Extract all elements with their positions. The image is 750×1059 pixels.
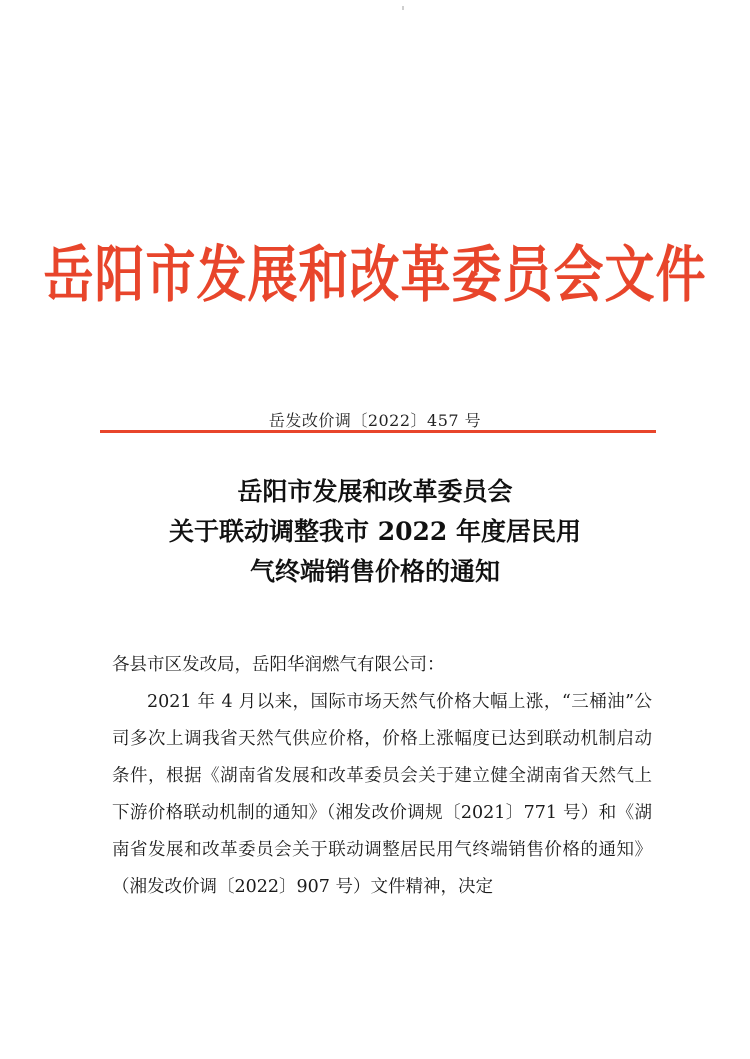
title-line-3: 气终端销售价格的通知 (249, 557, 500, 586)
paragraph-1: 2021 年 4 月以来，国际市场天然气价格大幅上涨，“三桶油”公司多次上调我省天然气供应价格，价格上涨幅度已达到联动机制启动条件，根据《湖南省发展和改革委员会关于建立健全湖南省天然气上下游价格联动机制的通知》（湘发改价调规〔2021〕771 号）和《湖南省发展和改革委员会关于联动调整居民用气终端销售价格的通知》（湘发改价调〔2022〕907 号）文件精神，决定 (112, 692, 652, 897)
title-line-1: 岳阳市发展和改革委员会 (237, 477, 513, 506)
salutation: 各县市区发改局，岳阳华润燃气有限公司： (112, 655, 445, 675)
scan-speck (402, 6, 404, 10)
document-masthead: 岳阳市发展和改革委员会文件 (43, 239, 707, 310)
red-divider-line (100, 430, 656, 433)
document-number: 岳发改价调〔2022〕457 号 (268, 411, 482, 430)
document-body (112, 647, 652, 906)
title-line-2: 关于联动调整我市 2022 年度居民用 (169, 517, 581, 546)
document-title (0, 472, 750, 592)
